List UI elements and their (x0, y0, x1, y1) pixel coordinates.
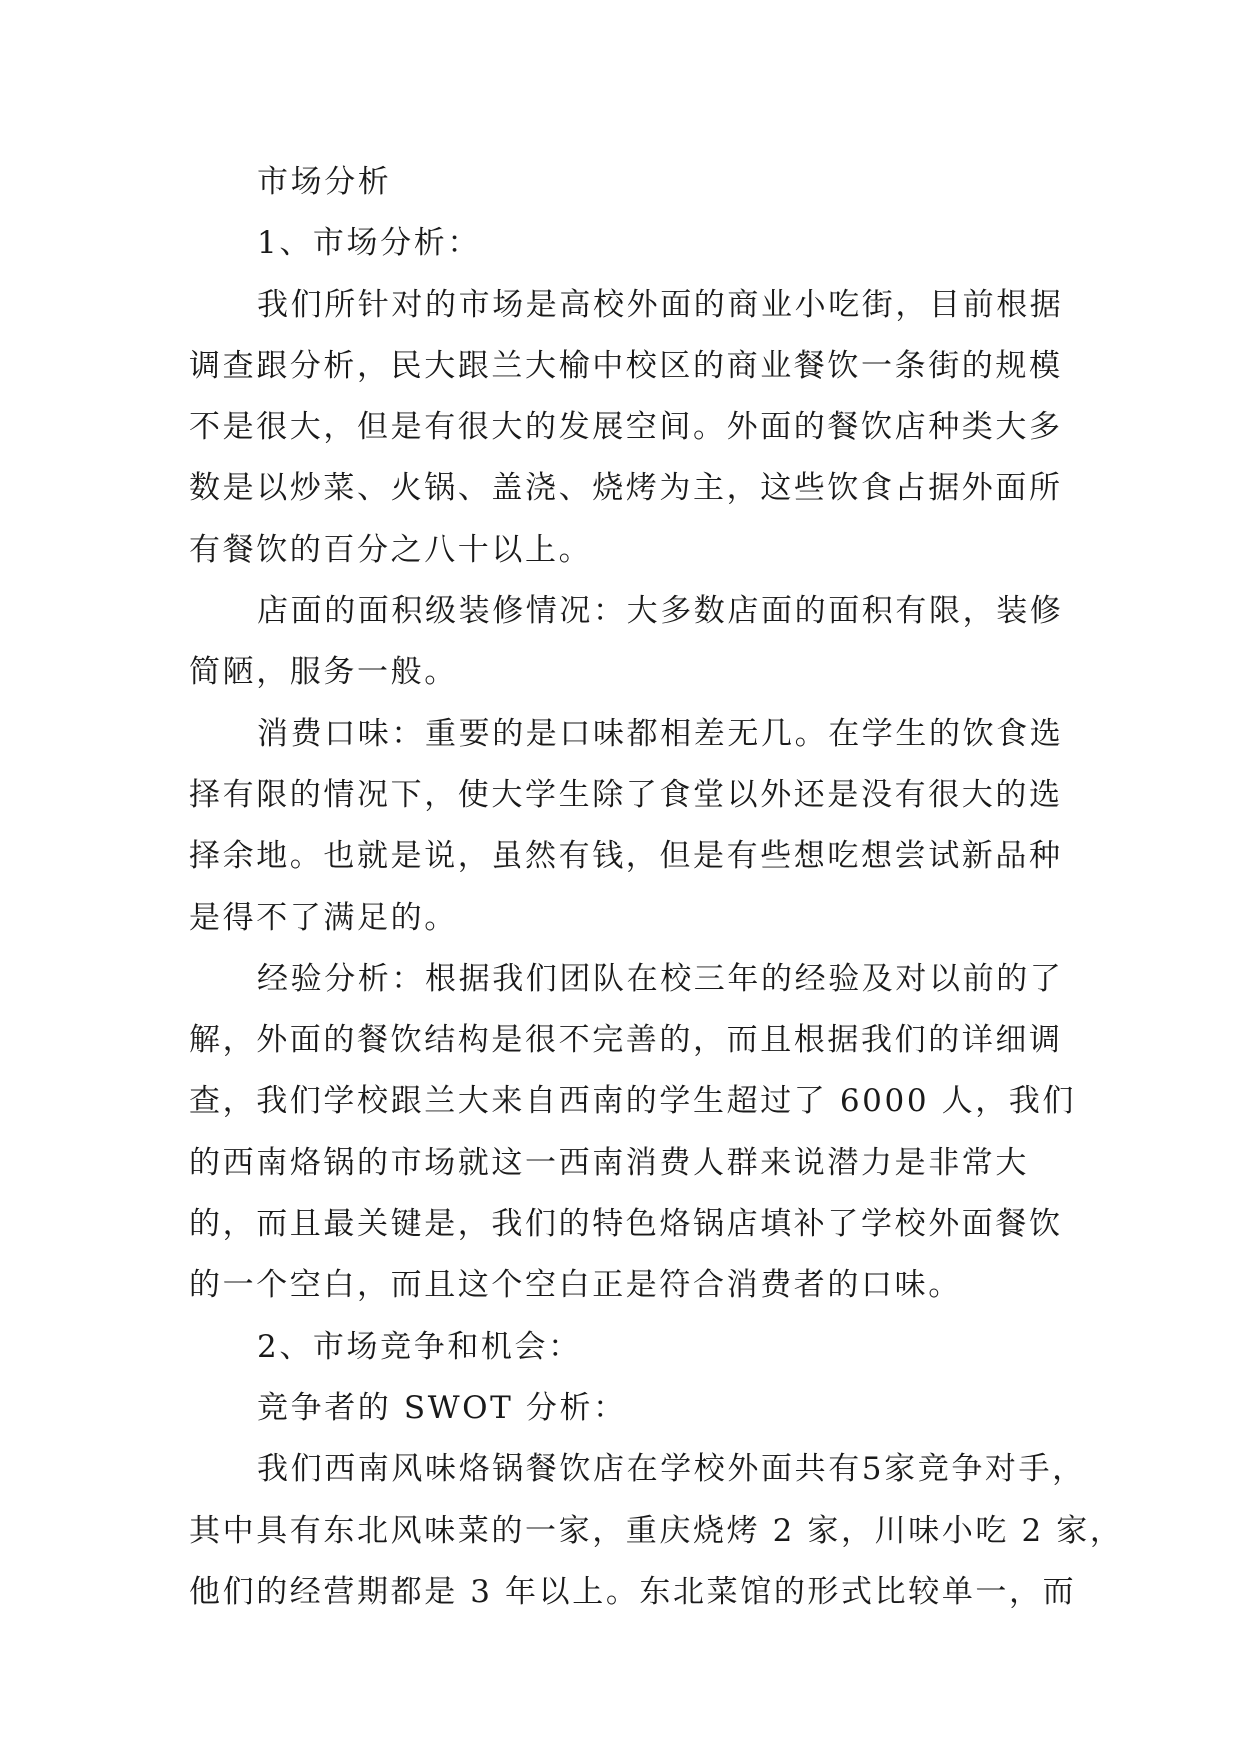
paragraph-line: 择余地。也就是说，虽然有钱，但是有些想吃想尝试新品种 (189, 838, 1063, 875)
paragraph-line: 择有限的情况下，使大学生除了食堂以外还是没有很大的选 (189, 776, 1063, 813)
paragraph-line: 其中具有东北风味菜的一家，重庆烧烤 2 家，川味小吃 2 家， (189, 1512, 1124, 1549)
subsection-heading-market-analysis: 1、市场分析： (257, 225, 481, 262)
document-page (189, 152, 1124, 1623)
paragraph-line: 有餐饮的百分之八十以上。 (189, 531, 593, 568)
paragraph-line: 数是以炒菜、火锅、盖浇、烧烤为主，这些饮食占据外面所 (189, 470, 1063, 507)
paragraph-line: 店面的面积级装修情况：大多数店面的面积有限，装修 (257, 593, 1064, 630)
paragraph-line: 消费口味：重要的是口味都相差无几。在学生的饮食选 (257, 715, 1064, 752)
subsection-heading-competition: 2、市场竞争和机会： (257, 1328, 582, 1365)
paragraph-line: 的一个空白，而且这个空白正是符合消费者的口味。 (189, 1267, 962, 1304)
subsection-heading-swot: 竞争者的 SWOT 分析： (257, 1389, 627, 1426)
paragraph-line: 我们所针对的市场是高校外面的商业小吃街，目前根据 (257, 286, 1064, 323)
paragraph-line: 解，外面的餐饮结构是很不完善的，而且根据我们的详细调 (189, 1022, 1063, 1059)
paragraph-line: 简陋，服务一般。 (189, 654, 458, 691)
paragraph-line: 查，我们学校跟兰大来自西南的学生超过了 6000 人，我们 (189, 1083, 1076, 1120)
paragraph-line: 调查跟分析，民大跟兰大榆中校区的商业餐饮一条街的规模 (189, 347, 1063, 384)
paragraph-line: 他们的经营期都是 3 年以上。东北菜馆的形式比较单一，而 (189, 1573, 1077, 1610)
paragraph-line: 不是很大，但是有很大的发展空间。外面的餐饮店种类大多 (189, 409, 1063, 446)
paragraph-line: 是得不了满足的。 (189, 899, 458, 936)
paragraph-line: 的西南烙锅的市场就这一西南消费人群来说潜力是非常大 (189, 1144, 1029, 1181)
paragraph-line: 我们西南风味烙锅餐饮店在学校外面共有5家竞争对手， (257, 1451, 1086, 1488)
section-title: 市场分析 (257, 164, 392, 200)
paragraph-line: 经验分析：根据我们团队在校三年的经验及对以前的了 (257, 960, 1064, 997)
paragraph-line: 的，而且最关键是，我们的特色烙锅店填补了学校外面餐饮 (189, 1206, 1063, 1243)
